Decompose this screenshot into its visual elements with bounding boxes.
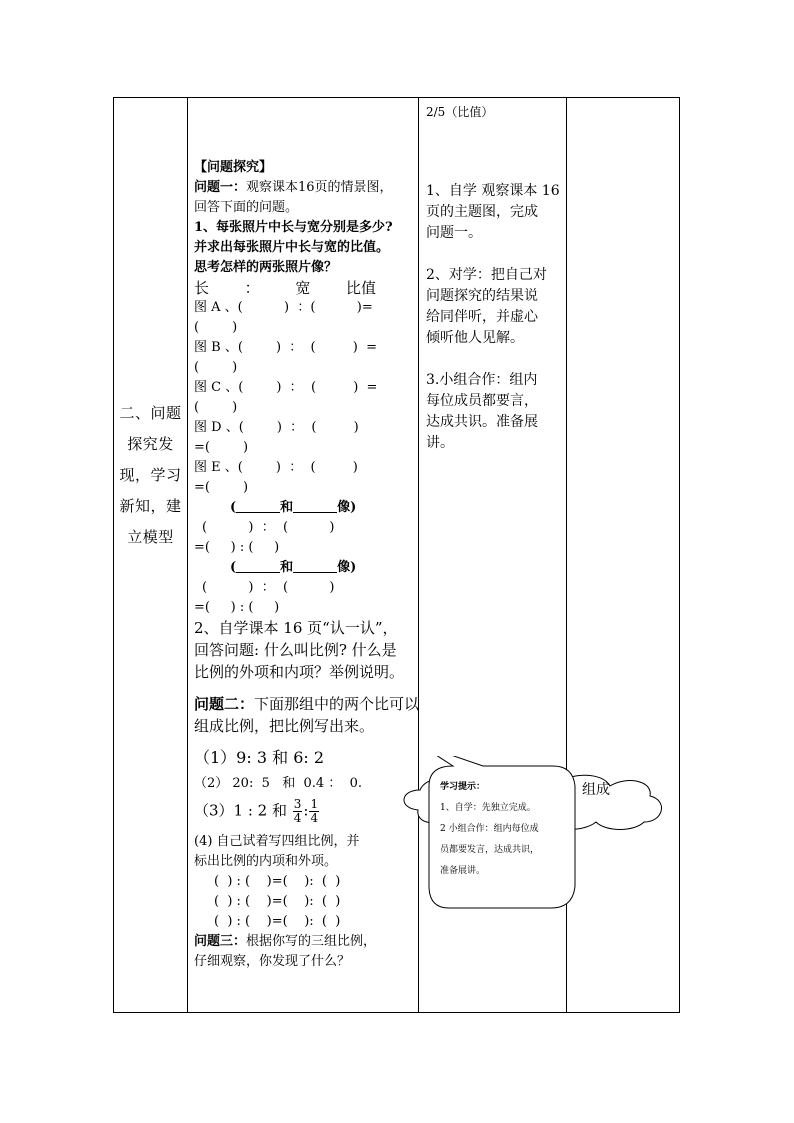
tip-line: 员都要发言，达成共识， [440, 845, 540, 855]
photo-row-answer: ( ) [194, 400, 238, 415]
p2-text2: 组成比例，把比例写出来。 [194, 717, 375, 735]
example-3: （3）1 : 2 和 $\frac{3}{4}$ : $\frac{1}{4}$ [194, 797, 319, 825]
blank-proportion: ( ) : ( )=( ): ( ) [214, 894, 341, 909]
p2-text: 下面那组中的两个比可以 [254, 695, 420, 713]
p3-text: 根据你写的三组比例， [246, 934, 377, 949]
photo-row: 图 C 、( ) ： ( ) = [194, 380, 378, 395]
example-2: （2） 20: 5 和 0.4 ： 0. [194, 776, 362, 791]
example-4: (4) 自己试着写四组比例，并 [194, 834, 360, 849]
q2-line: 回答问题: 什么叫比例? 什么是 [194, 641, 397, 659]
tip-line: 2 小组合作：组内每位成 [440, 824, 539, 834]
photo-row: 图 D 、( ) ： ( ) [194, 420, 359, 435]
column-divider [187, 98, 188, 1012]
photo-row-answer: ( ) [194, 320, 238, 335]
photo-row: 图 B 、( ) ： ( ) = [194, 340, 378, 355]
example-1: （1）9: 3 和 6: 2 [194, 748, 325, 767]
photo-row: 图 A 、( ) ：( )= [194, 300, 373, 315]
tip-line: 准备展讲。 [440, 866, 486, 876]
p3-text2: 仔细观察，你发现了什么？ [194, 954, 351, 969]
similar-pair: ( 和 像) [230, 560, 357, 575]
lesson-table [113, 97, 680, 1013]
study-tip [440, 777, 570, 882]
q1-bold-line: 并求出每张照片中长与宽的比值。 [194, 240, 390, 255]
blank-proportion: ( ) : ( )=( ): ( ) [214, 874, 341, 889]
fraction: $\frac{3}{4}$ [293, 797, 302, 825]
tip-line: 1、自学：先独立完成。 [440, 803, 536, 813]
photo-row-answer: =( ) [194, 440, 249, 455]
q1-bold-line: 1、每张照片中长与宽分别是多少? [194, 220, 393, 235]
p3-label: 问题三： [194, 934, 247, 949]
photo-row-answer: ( ) [194, 360, 238, 375]
example-4: 标出比例的内项和外项。 [194, 854, 338, 869]
q2-line: 2、自学课本 16 页“认一认”， [194, 619, 398, 637]
pair-ratio: ( ) ： ( ) [202, 580, 335, 595]
ratio-value: 2/5（比值） [426, 105, 494, 119]
pair-eq: =( ) : ( ) [194, 600, 280, 615]
q1-label: 问题一： [194, 180, 247, 195]
q2-line: 比例的外项和内项？举例说明。 [194, 663, 405, 681]
similar-pair: ( 和 像) [230, 500, 357, 515]
study-guide-column: 2/5（比值） 1、自学 观察课本 16 页的主题图，完成 问题一。 2、对学：把自己对 问题探究的结果说 给同伴听，并虚心 倾听他人见解。 3.小组合作：组内 每位成员都要言， 达成共识。准备展 讲。 [426, 102, 564, 454]
cloud-text: 组成 [582, 782, 610, 798]
q1-text: 观察课本16页的情景图， [246, 180, 393, 195]
photo-row: 图 E 、( ) ： ( ) [194, 460, 358, 475]
pair-ratio: ( ) ： ( ) [202, 520, 335, 535]
tip-title: 学习提示： [440, 782, 486, 792]
p2-label: 问题二： [194, 695, 255, 713]
photo-row-answer: =( ) [194, 480, 249, 495]
q1-bold-line: 思考怎样的两张照片像？ [194, 260, 338, 275]
section-label: 二、问题 探究发 现，学习 新知，建 立模型 [119, 404, 182, 546]
ratio-header: 长 ： 宽 比值 [194, 279, 376, 297]
pair-eq: =( ) : ( ) [194, 540, 280, 555]
fraction: $\frac{1}{4}$ [310, 797, 319, 825]
heading: 【问题探究】 [194, 160, 273, 175]
blank-proportion: ( ) : ( )=( ): ( ) [214, 914, 341, 929]
q1-text2: 回答下面的问题。 [194, 200, 299, 215]
problem-explore-column [194, 158, 420, 972]
column-divider [418, 98, 419, 1012]
